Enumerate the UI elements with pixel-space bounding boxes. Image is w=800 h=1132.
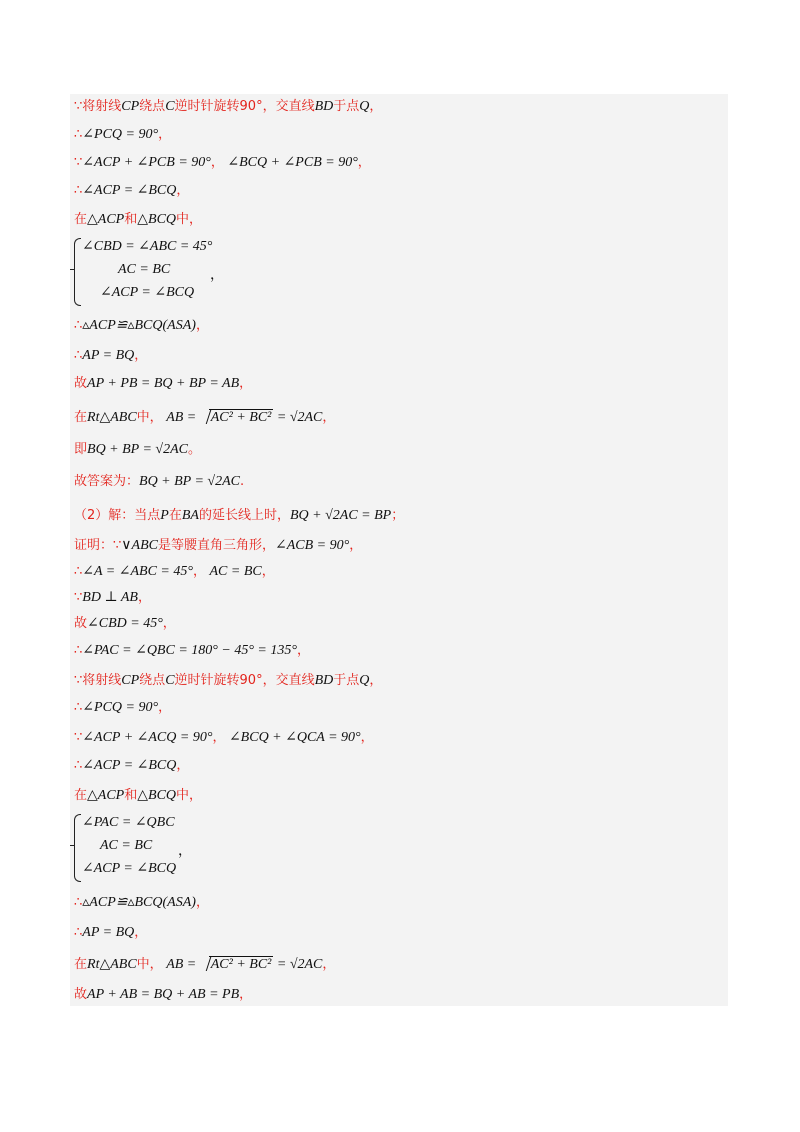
system-row: ∠PAC = ∠QBC [82,815,175,830]
solution-line-1: ∵将射线CP绕点C逆时针旋转90°，交直线BD于点Q， [74,99,383,114]
brace-tick [70,845,74,846]
solution-line-21: ∴∠ACP = ∠BCQ， [74,758,190,773]
solution-line-4: ∴∠ACP = ∠BCQ， [74,183,190,198]
sqrt-sign: AC² + BC² [200,408,274,428]
sqrt-sign: AC² + BC² [200,955,274,975]
system-row: AC = BC [100,838,153,853]
solution-line-19: ∴∠PCQ = 90°， [74,700,172,715]
solution-line-16: 故∠CBD = 45°， [74,616,176,631]
brace-tick [70,269,74,270]
solution-line-5: 在△ACP和△BCQ中， [74,212,203,227]
equation-system-1 [74,236,274,308]
solution-line-15: ∵BD ⊥ AB， [74,590,151,605]
solution-line-24: ∴AP = BQ， [74,925,148,940]
solution-line-13: 证明：∵∨ABC是等腰直角三角形，∠ACB = 90°， [74,538,363,553]
system-comma: ， [210,268,224,283]
solution-line-10: 即BQ + BP = √2AC。 [74,442,202,457]
solution-line-20: ∵∠ACP + ∠ACQ = 90°， ∠BCQ + ∠QCA = 90°， [74,730,374,745]
solution-line-7: ∴AP = BQ， [74,348,148,363]
solution-line-22: 在△ACP和△BCQ中， [74,788,203,803]
left-brace [74,814,81,882]
solution-line-25: 在Rt△ABC中， AB = AC² + BC² = √2AC， [74,955,335,975]
system-row: ∠ACP = ∠BCQ [100,285,195,300]
solution-line-26: 故AP + AB = BQ + AB = PB， [74,987,253,1002]
solution-line-11: 故答案为：BQ + BP = √2AC. [74,474,245,489]
solution-line-14: ∴∠A = ∠ABC = 45°， AC = BC， [74,564,275,579]
left-brace [74,238,81,306]
solution-line-3: ∵∠ACP + ∠PCB = 90°， ∠BCQ + ∠PCB = 90°， [74,155,371,170]
solution-line-17: ∴∠PAC = ∠QBC = 180° − 45° = 135°， [74,643,310,658]
solution-line-23: ∴▵ACP≌▵BCQ(ASA)， [74,895,209,910]
solution-line-2: ∴∠PCQ = 90°， [74,127,172,142]
solution-line-6: ∴▵ACP≌▵BCQ(ASA)， [74,318,209,333]
system-row: ∠CBD = ∠ABC = 45° [82,239,213,254]
equation-system-2 [74,812,274,884]
solution-line-8: 故AP + PB = BQ + BP = AB， [74,376,253,391]
solution-line-12: （2）解：当点P在BA的延长线上时，BQ + √2AC = BP； [74,508,405,523]
system-row: ∠ACP = ∠BCQ [82,861,177,876]
system-comma: ， [178,844,192,859]
solution-line-9: 在Rt△ABC中， AB = AC² + BC² = √2AC， [74,408,335,428]
system-row: AC = BC [118,262,171,277]
solution-line-18: ∵将射线CP绕点C逆时针旋转90°，交直线BD于点Q， [74,673,383,688]
